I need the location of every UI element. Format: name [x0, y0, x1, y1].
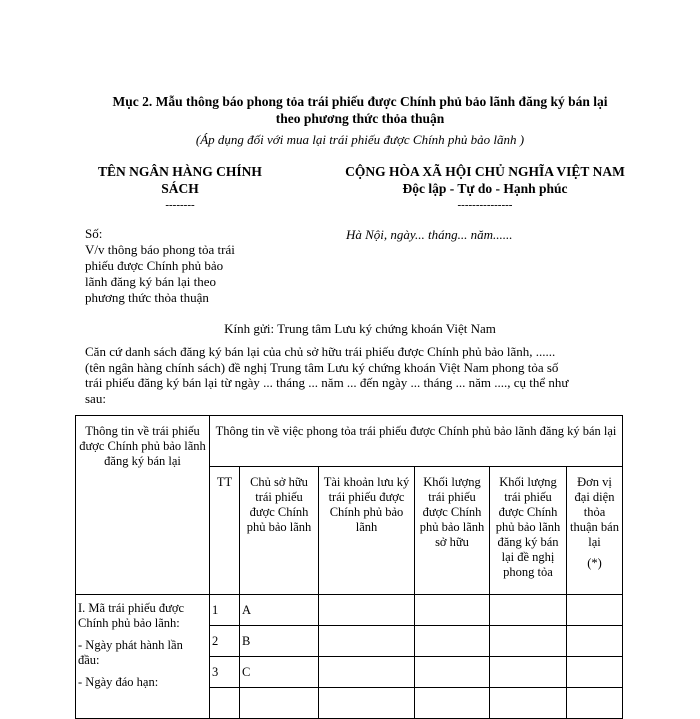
blocking-table [75, 415, 623, 719]
column-header-owner: Chủ sở hữu trái phiếu được Chính phủ bảo lãnh [240, 467, 319, 595]
bond-code-label: I. Mã trái phiếu được Chính phủ bảo lãnh: [78, 601, 185, 630]
subject-line: V/v thông báo phong tỏa trái [85, 242, 235, 257]
subject-line: lãnh đăng ký bán lại theo [85, 274, 217, 289]
column-header-blocked-volume: Khối lượng trái phiếu được Chính phủ bảo lãnh đăng ký bán lại đề nghị phong tỏa [490, 467, 567, 595]
blocked-volume-cell [490, 626, 567, 657]
row-number: 1 [210, 595, 240, 626]
owned-volume-cell [415, 595, 490, 626]
owner-cell: A [240, 595, 319, 626]
blocked-volume-cell [490, 657, 567, 688]
national-header [270, 163, 700, 214]
subject-line: phương thức thỏa thuận [85, 290, 209, 305]
title-line-1: Mục 2. Mẫu thông báo phong tỏa trái phiếu được Chính phủ bảo lãnh đăng ký bán lại [112, 94, 608, 109]
account-cell [319, 657, 415, 688]
national-motto: Độc lập - Tự do - Hạnh phúc [402, 181, 568, 196]
owner-cell: B [240, 626, 319, 657]
body-line: Căn cứ danh sách đăng ký bán lại của chủ sở hữu trái phiếu được Chính phủ bảo lãnh, ...... [85, 344, 556, 359]
row-number: 3 [210, 657, 240, 688]
document-subtitle: (Áp dụng đối với mua lại trái phiếu được Chính phủ bảo lãnh ) [195, 132, 525, 147]
body-line: trái phiếu đăng ký bán lại từ ngày ... tháng ... năm ... đến ngày ... tháng ... năm ...., cụ thể như [85, 375, 569, 390]
maturity-date-label: - Ngày đáo hạn: [78, 675, 159, 689]
body-paragraph [85, 344, 615, 406]
document-title [60, 93, 660, 127]
representative-cell [567, 688, 623, 719]
bank-name-line-2: SÁCH [161, 181, 199, 196]
bond-info-header: Thông tin về trái phiếu được Chính phủ bảo lãnh đăng ký bán lại [76, 416, 210, 595]
owned-volume-cell [415, 626, 490, 657]
column-header-account: Tài khoản lưu ký trái phiếu được Chính phủ bảo lãnh [319, 467, 415, 595]
national-divider: --------------- [457, 199, 513, 211]
representative-label: Đơn vị đại diện thỏa thuận bán lại [570, 475, 619, 549]
title-line-2: theo phương thức thỏa thuận [275, 111, 445, 126]
account-cell [319, 595, 415, 626]
recipient-line: Kính gửi: Trung tâm Lưu ký chứng khoán Việt Nam [224, 321, 496, 336]
blocking-info-header: Thông tin về việc phong tỏa trái phiếu được Chính phủ bảo lãnh đăng ký bán lại [210, 416, 623, 467]
document-number-label: Số: [85, 226, 103, 241]
representative-cell [567, 626, 623, 657]
owned-volume-cell [415, 688, 490, 719]
issue-date-label: - Ngày phát hành lần đầu: [78, 638, 183, 667]
account-cell [319, 626, 415, 657]
bank-divider: -------- [165, 199, 195, 211]
bank-name [70, 163, 290, 214]
representative-note: (*) [587, 556, 602, 570]
owner-cell [240, 688, 319, 719]
national-name: CỘNG HÒA XÃ HỘI CHỦ NGHĨA VIỆT NAM [345, 164, 625, 179]
column-header-representative [567, 467, 623, 595]
body-line: sau: [85, 390, 106, 406]
body-line: (tên ngân hàng chính sách) đề nghị Trung tâm Lưu ký chứng khoán Việt Nam phong tỏa số [85, 359, 559, 375]
column-header-owned-volume: Khối lượng trái phiếu được Chính phủ bảo lãnh sở hữu [415, 467, 490, 595]
document-reference [85, 226, 265, 306]
blocked-volume-cell [490, 595, 567, 626]
account-cell [319, 688, 415, 719]
owned-volume-cell [415, 657, 490, 688]
representative-cell [567, 657, 623, 688]
row-number: 2 [210, 626, 240, 657]
bank-name-line-1: TÊN NGÂN HÀNG CHÍNH [98, 164, 262, 179]
column-header-tt: TT [210, 467, 240, 595]
row-number [210, 688, 240, 719]
subject-line: phiếu được Chính phủ bảo [85, 258, 224, 273]
blocked-volume-cell [490, 688, 567, 719]
owner-cell: C [240, 657, 319, 688]
document-date: Hà Nội, ngày... tháng... năm...... [346, 227, 513, 242]
representative-cell [567, 595, 623, 626]
